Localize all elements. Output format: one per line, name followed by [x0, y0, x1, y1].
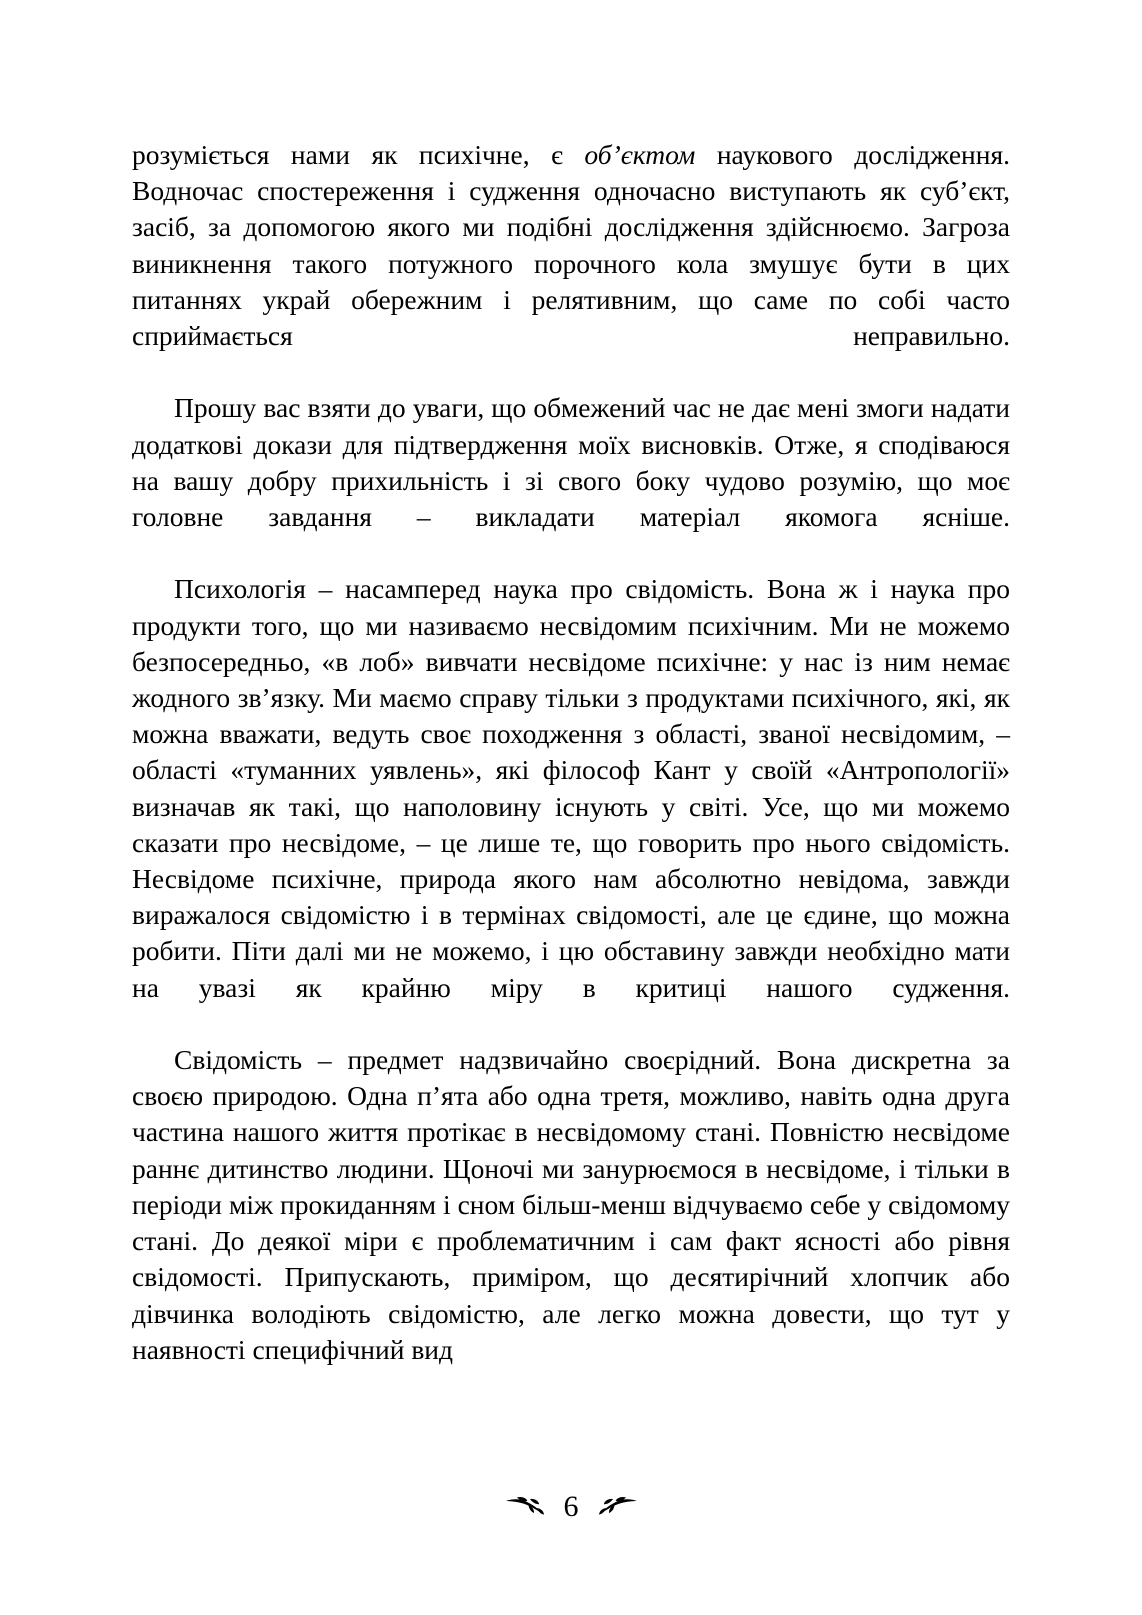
text-run-normal: Психологія – насамперед наука про свідомість. Вона ж і наука про продукти того, що ми називаємо несвідомим психічним. Ми не можемо безпосередньо, «в лоб» вивчати несвідоме психічне: у нас із ним немає жодного зв’язку. Ми маємо справу тільки з продуктами психічного, які, як можна вважати, ведуть своє походження з області, званої несвідомим, – області «туманних уявлень», які філософ Кант у своїй «Антропології» визначав як такі, що наполовину існують у світі. Усе, що ми можемо сказати про несвідоме, – це лише те, що говорить про нього свідомість. Несвідоме психічне, природа якого нам абсолютно невідома, завжди виражалося свідомістю і в термінах свідомості, але це єдине, що можна робити. Піти далі ми не можемо, і цю обставину завжди необхідно мати на увазі як крайню міру в критиці нашого судження. [132, 573, 1010, 1003]
text-run-normal: Свідомість – предмет надзвичайно своєрідний. Вона дискретна за своєю природою. Одна п’ята або одна третя, можливо, навіть одна друга частина нашого життя протікає в несвідомому стані. Повністю несвідоме раннє дитинство людини. Щоночі ми занурюємося в несвідоме, і тільки в періоди між прокиданням і сном більш-менш відчуваємо себе у свідомому стані. До деякої міри є проблематичним і сам факт ясності або рівня свідомості. Припускають, приміром, що десятирічний хлопчик або дівчинка володіють свідомістю, але легко можна довести, що тут у наявності специфічний вид [132, 1044, 1010, 1365]
text-run-normal: розуміється нами як психічне, є [132, 139, 585, 170]
leaf-flourish-right-icon [593, 1493, 639, 1521]
text-run-normal-2: наукового дослідження. Водночас спостереження і судження одночасно виступають як суб’єкт, засіб, за допомогою якого ми подібні дослідження здійснюємо. Загроза виникнення такого потужного порочного кола змушує бути в цих питаннях украй обережним і релятивним, що саме по собі часто сприймається неправильно. [132, 139, 1010, 352]
paragraph-4 [132, 1042, 1010, 1368]
paragraph-2 [132, 390, 1010, 571]
leaf-flourish-left-icon [504, 1493, 550, 1521]
paragraph-1 [132, 137, 1010, 390]
text-run-normal: Прошу вас взяти до уваги, що обмежений час не дає мені змоги надати додаткові докази для підтвердження моїх висновків. Отже, я сподіваюся на вашу добру прихильність і зі свого боку чудово розумію, що моє головне завдання – викладати матеріал якомога ясніше. [132, 392, 1010, 533]
paragraph-3 [132, 571, 1010, 1042]
page-footer [0, 1492, 1142, 1522]
body-text-block [132, 137, 1010, 1368]
page-number: 6 [563, 1490, 579, 1523]
text-run-italic-obyektom: об’єктом [584, 139, 696, 170]
